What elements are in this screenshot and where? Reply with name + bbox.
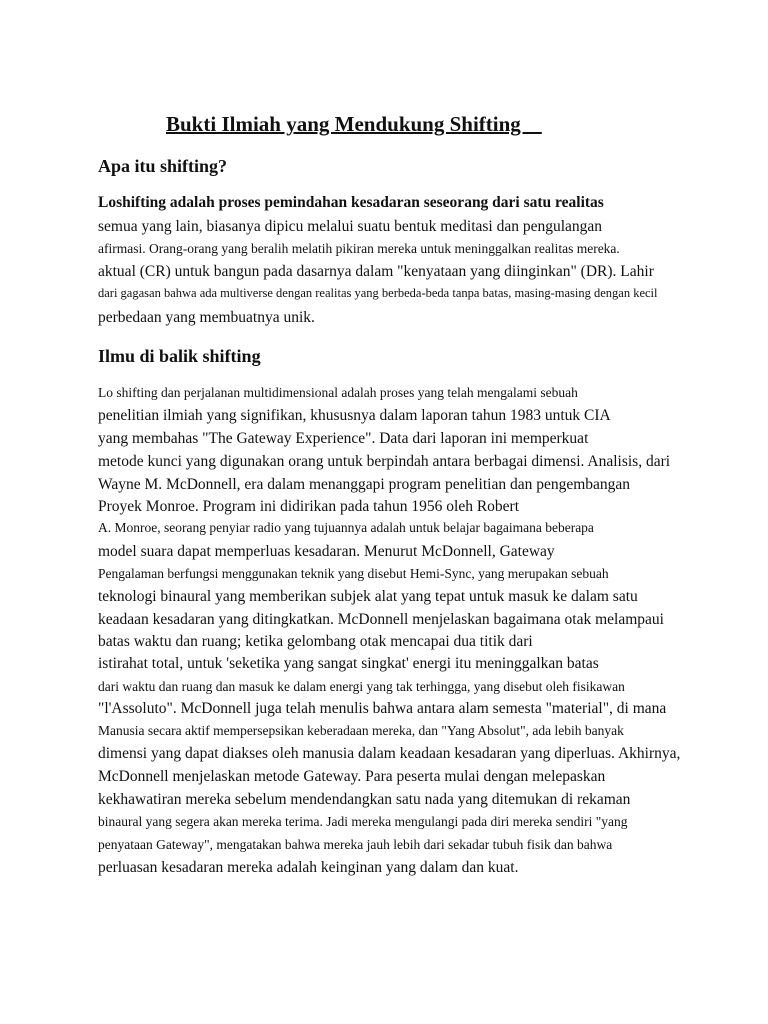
paragraph-line: aktual (CR) untuk bangun pada dasarnya dalam "kenyataan yang diinginkan" (DR). Lahir	[98, 263, 654, 280]
paragraph-line: dari gagasan bahwa ada multiverse dengan realitas yang berbeda-beda tanpa batas, masing-masing dengan kecil	[98, 286, 658, 300]
paragraph-line: model suara dapat memperluas kesadaran. Menurut McDonnell, Gateway	[98, 543, 555, 560]
section-heading-what-is-shifting: Apa itu shifting?	[98, 156, 228, 176]
paragraph-line: Lo shifting dan perjalanan multidimensional adalah proses yang telah mengalami sebuah	[98, 385, 578, 400]
paragraph-line: penyataan Gateway", mengatakan bahwa mereka jauh lebih dari sekadar tubuh fisik dan bahwa	[98, 837, 613, 852]
paragraph-line: teknologi binaural yang memberikan subjek alat yang tepat untuk masuk ke dalam satu	[98, 588, 638, 605]
section-heading-science: Ilmu di balik shifting	[98, 346, 261, 366]
paragraph-line: A. Monroe, seorang penyiar radio yang tujuannya adalah untuk belajar bagaimana beberapa	[98, 520, 594, 535]
paragraph-line: "l'Assoluto". McDonnell juga telah menulis bahwa antara alam semesta "material", di mana	[98, 700, 667, 717]
paragraph-line: perbedaan yang membuatnya unik.	[98, 309, 315, 326]
paragraph-line: dari waktu dan ruang dan masuk ke dalam energi yang tak terhingga, yang disebut oleh fisikawan	[98, 679, 625, 694]
paragraph-line: penelitian ilmiah yang signifikan, khususnya dalam laporan tahun 1983 untuk CIA	[98, 407, 611, 424]
paragraph-line: istirahat total, untuk 'seketika yang sangat singkat' energi itu meninggalkan batas	[98, 655, 599, 672]
paragraph-line: Wayne M. McDonnell, era dalam menanggapi program penelitian dan pengembangan	[98, 476, 631, 493]
paragraph-line: afirmasi. Orang-orang yang beralih melatih pikiran mereka untuk meninggalkan realitas mereka.	[98, 241, 620, 256]
paragraph-line: semua yang lain, biasanya dipicu melalui suatu bentuk meditasi dan pengulangan	[98, 218, 603, 235]
paragraph-line: metode kunci yang digunakan orang untuk berpindah antara berbagai dimensi. Analisis, dari	[98, 453, 671, 470]
paragraph-line: Proyek Monroe. Program ini didirikan pada tahun 1956 oleh Robert	[98, 498, 520, 515]
paragraph-line: keadaan kesadaran yang ditingkatkan. McDonnell menjelaskan bagaimana otak melampaui	[98, 611, 664, 628]
paragraph-line: Manusia secara aktif mempersepsikan keberadaan mereka, dan "Yang Absolut", ada lebih banyak	[98, 723, 624, 738]
paragraph-line: kekhawatiran mereka sebelum mendendangkan satu nada yang ditemukan di rekaman	[98, 791, 631, 808]
paragraph-line: dimensi yang dapat diakses oleh manusia dalam keadaan kesadaran yang diperluas. Akhirnya,	[98, 745, 681, 762]
paragraph-line: Pengalaman berfungsi menggunakan teknik yang disebut Hemi-Sync, yang merupakan sebuah	[98, 566, 609, 581]
paragraph-line: binaural yang segera akan mereka terima. Jadi mereka mengulangi pada diri mereka sendiri "yang	[98, 814, 628, 829]
paragraph-line: Loshifting adalah proses pemindahan kesadaran seseorang dari satu realitas	[98, 194, 604, 211]
paragraph-line: McDonnell menjelaskan metode Gateway. Para peserta mulai dengan melepaskan	[98, 768, 606, 785]
paragraph-line: perluasan kesadaran mereka adalah keinginan yang dalam dan kuat.	[98, 859, 519, 876]
document-title: Bukti Ilmiah yang Mendukung Shifting	[166, 112, 542, 136]
paragraph-line: yang membahas "The Gateway Experience". Data dari laporan ini memperkuat	[98, 430, 589, 447]
paragraph-line: batas waktu dan ruang; ketika gelombang otak mencapai dua titik dari	[98, 633, 533, 650]
